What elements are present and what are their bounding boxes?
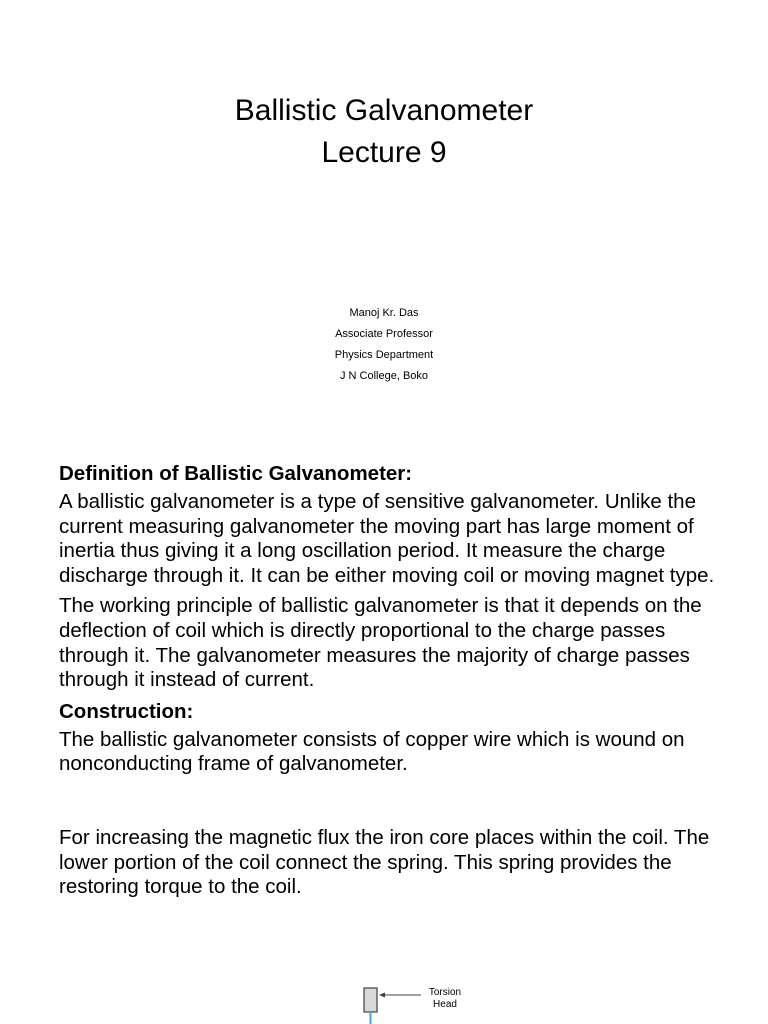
author-department: Physics Department <box>334 349 434 361</box>
lecture-title: Ballistic Galvanometer <box>234 94 534 127</box>
arrow-head-icon <box>379 993 385 998</box>
title-block <box>0 90 768 174</box>
definition-heading: Definition of Ballistic Galvanometer: <box>59 462 413 485</box>
torsion-label-line-2: Head <box>433 999 457 1010</box>
definition-paragraph-1: A ballistic galvanometer is a type of sensitive galvanometer. Unlike the current measuring galvanometer the moving part has large moment of inertia thus giving it a long oscillation period. It measure the charge discharge through it. It can be either moving coil or moving magnet type. <box>59 490 715 587</box>
construction-heading: Construction: <box>59 699 194 723</box>
torsion-label-line-1: Torsion <box>428 987 462 998</box>
torsion-head-shape <box>364 988 377 1012</box>
author-position: Associate Professor <box>335 328 433 340</box>
author-name: Manoj Kr. Das <box>349 307 419 319</box>
galvanometer-diagram <box>355 984 485 1024</box>
construction-paragraph-2: For increasing the magnetic flux the iron core places within the coil. The lower portion of the coil connect the spring. This spring provides the restoring torque to the coil. <box>59 825 710 899</box>
author-block <box>0 303 768 387</box>
author-institution: J N College, Boko <box>339 370 429 382</box>
definition-paragraph-2: The working principle of ballistic galvanometer is that it depends on the deflection of coil which is directly proportional to the charge passes through it. The galvanometer measures the majority of charge passes through it instead of current. <box>59 594 702 692</box>
lecture-number: Lecture 9 <box>321 136 447 169</box>
content-body <box>59 461 739 906</box>
construction-paragraph-1: The ballistic galvanometer consists of copper wire which is wound on nonconducting frame of galvanometer. <box>59 727 685 776</box>
paragraph-gap <box>59 783 739 826</box>
torsion-head-label <box>423 987 467 1011</box>
